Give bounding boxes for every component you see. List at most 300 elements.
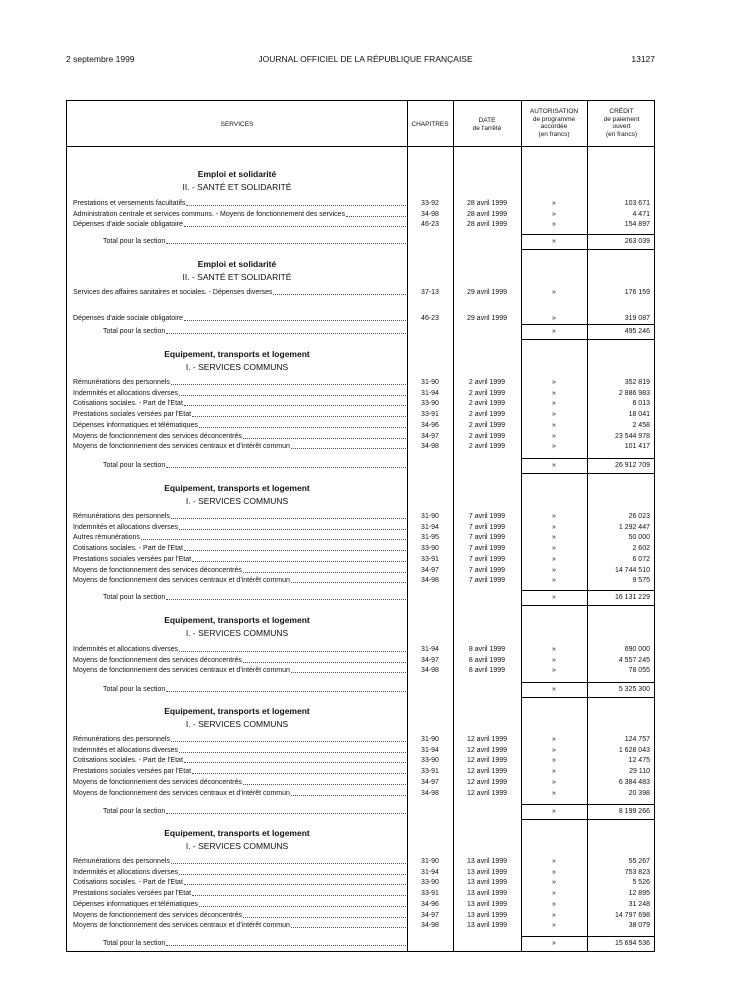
total-rule <box>521 605 654 606</box>
table-row <box>67 889 654 900</box>
total-rule <box>521 458 654 459</box>
dot-leader <box>199 421 406 428</box>
date-cell: 2 avril 1999 <box>468 411 506 419</box>
chapitre-cell: 34-97 <box>421 911 439 919</box>
credit-cell: 1 628 043 <box>618 746 650 754</box>
chapitre-cell: 34-97 <box>421 656 439 664</box>
service-label: Moyens de fonctionnement des services centraux et d'intérêt commun <box>73 443 290 451</box>
credit-cell: 690 000 <box>624 646 650 653</box>
service-label: Indemnités et allocations diverses <box>73 746 179 754</box>
table-row <box>67 868 654 879</box>
table-row <box>67 555 654 566</box>
service-label: Rémunérations des personnels <box>73 379 170 386</box>
service-cell <box>73 210 407 220</box>
service-cell <box>73 432 407 442</box>
chapitre-cell: 34-97 <box>421 778 439 786</box>
date-cell: 7 avril 1999 <box>468 566 506 574</box>
credit-cell: 101 417 <box>624 443 650 451</box>
total-label-cell <box>103 327 407 337</box>
section-subtitle: I. - SERVICES COMMUNS <box>185 362 289 372</box>
dot-leader <box>171 378 406 385</box>
chapitre-cell: 34-96 <box>421 421 439 429</box>
total-credit-cell: 495 246 <box>624 328 650 335</box>
section-title: Emploi et solidarité <box>197 259 277 269</box>
date-cell: 13 avril 1999 <box>466 900 508 908</box>
date-cell: 2 avril 1999 <box>468 443 506 451</box>
total-row <box>67 237 654 248</box>
date-cell: 13 avril 1999 <box>466 879 508 887</box>
service-label: Moyens de fonctionnement des services déconcentrés <box>73 432 242 440</box>
credit-cell: 38 079 <box>628 922 650 930</box>
service-cell <box>73 399 407 409</box>
dot-leader <box>243 911 406 918</box>
table-row <box>67 735 654 746</box>
autorisation-cell: » <box>552 890 556 898</box>
service-cell <box>73 523 407 533</box>
header-date: 2 septembre 1999 <box>66 54 135 64</box>
chapitre-cell: 31-94 <box>421 746 439 754</box>
autorisation-cell: » <box>552 577 556 585</box>
credit-cell: 20 398 <box>628 789 650 797</box>
table-row <box>67 432 654 443</box>
chapitre-cell: 34-98 <box>421 922 439 930</box>
table-row <box>67 656 654 667</box>
date-cell: 2 avril 1999 <box>468 400 506 408</box>
table-row <box>67 421 654 432</box>
credit-cell: 124 757 <box>624 736 650 743</box>
autorisation-cell: » <box>552 656 556 664</box>
dot-leader <box>291 442 406 449</box>
column-header-credit: CRÉDIT de paiement ouvert (en francs) <box>603 108 640 138</box>
credit-cell: 14 744 510 <box>614 566 650 574</box>
dot-leader <box>179 746 406 753</box>
total-rule <box>521 249 654 250</box>
service-cell <box>73 878 407 888</box>
chapitre-cell: 33-90 <box>421 757 439 765</box>
service-label: Rémunérations des personnels <box>73 736 170 743</box>
table-row <box>67 921 654 932</box>
total-rule <box>521 682 654 683</box>
total-autorisation-cell: » <box>552 808 556 815</box>
chapitre-cell: 37-13 <box>421 289 439 296</box>
date-cell: 7 avril 1999 <box>468 577 506 585</box>
dot-leader <box>166 593 406 600</box>
autorisation-cell: » <box>552 858 556 865</box>
service-label: Moyens de fonctionnement des services centraux et d'intérêt commun <box>73 789 290 797</box>
credit-cell: 103 671 <box>624 200 650 207</box>
date-cell: 2 avril 1999 <box>468 421 506 429</box>
table-row <box>67 767 654 778</box>
table-row <box>67 512 654 523</box>
date-cell: 12 avril 1999 <box>466 768 508 776</box>
date-cell: 12 avril 1999 <box>466 778 508 786</box>
autorisation-cell: » <box>552 289 556 296</box>
column-header-date: DATE de l'arrêté <box>472 117 502 132</box>
service-label: Dépenses informatiques et télématiques <box>73 900 198 908</box>
service-cell <box>73 512 407 522</box>
service-cell <box>73 778 407 788</box>
chapitre-cell: 31-90 <box>421 858 439 865</box>
autorisation-cell: » <box>552 922 556 930</box>
total-autorisation-cell: » <box>552 594 556 601</box>
section-subtitle: II. - SANTÉ ET SOLIDARITÉ <box>182 272 292 282</box>
dot-leader <box>291 576 406 583</box>
autorisation-cell: » <box>552 210 556 218</box>
credit-cell: 78 055 <box>628 667 650 675</box>
section-subtitle: I. - SERVICES COMMUNS <box>185 496 289 506</box>
chapitre-cell: 46-23 <box>421 314 439 322</box>
total-credit-cell: 263 039 <box>624 238 650 245</box>
autorisation-cell: » <box>552 432 556 440</box>
table-row <box>67 911 654 922</box>
service-label: Indemnités et allocations diverses <box>73 646 179 653</box>
service-cell <box>73 921 407 931</box>
date-cell: 13 avril 1999 <box>466 868 508 876</box>
service-label: Cotisations sociales. - Part de l'Etat <box>73 879 183 887</box>
service-label: Indemnités et allocations diverses <box>73 868 179 876</box>
service-cell <box>73 410 407 420</box>
dot-leader <box>166 807 406 814</box>
service-label: Rémunérations des personnels <box>73 513 170 520</box>
credit-cell: 29 110 <box>629 768 650 776</box>
chapitre-cell: 33-90 <box>421 545 439 553</box>
date-cell: 13 avril 1999 <box>466 911 508 919</box>
chapitre-cell: 33-91 <box>421 411 439 419</box>
date-cell: 7 avril 1999 <box>468 555 506 563</box>
dot-leader <box>243 566 406 573</box>
autorisation-cell: » <box>552 389 556 397</box>
service-cell <box>73 314 407 324</box>
service-cell <box>73 421 407 431</box>
chapitre-cell: 31-90 <box>421 379 439 386</box>
autorisation-cell: » <box>552 868 556 876</box>
chapitre-cell: 34-98 <box>421 667 439 675</box>
date-cell: 8 avril 1999 <box>468 667 506 675</box>
credit-cell: 1 292 447 <box>618 523 650 531</box>
date-cell: 29 avril 1999 <box>466 314 508 322</box>
credit-cell: 319 087 <box>624 314 650 322</box>
total-row <box>67 807 654 818</box>
date-cell: 12 avril 1999 <box>466 746 508 754</box>
total-rule <box>521 951 654 952</box>
table-row <box>67 220 654 231</box>
credit-cell: 18 041 <box>628 411 650 419</box>
autorisation-cell: » <box>552 400 556 408</box>
chapitre-cell: 34-96 <box>421 900 439 908</box>
table-row <box>67 199 654 210</box>
service-label: Prestations et versements facultatifs <box>73 200 186 207</box>
chapitre-cell: 34-98 <box>421 443 439 451</box>
total-label-cell <box>103 237 407 247</box>
dot-leader <box>171 512 406 519</box>
service-cell <box>73 566 407 576</box>
date-cell: 13 avril 1999 <box>466 858 508 865</box>
table-row <box>67 288 654 299</box>
dot-leader <box>346 210 406 217</box>
service-label: Moyens de fonctionnement des services déconcentrés <box>73 656 242 664</box>
date-cell: 12 avril 1999 <box>466 736 508 743</box>
date-cell: 28 avril 1999 <box>466 210 508 218</box>
autorisation-cell: » <box>552 736 556 743</box>
header-page-number: 13127 <box>631 54 655 64</box>
service-cell <box>73 911 407 921</box>
service-cell <box>73 868 407 878</box>
section-subtitle: I. - SERVICES COMMUNS <box>185 841 289 851</box>
chapitre-cell: 34-97 <box>421 432 439 440</box>
credit-cell: 5 526 <box>632 879 650 887</box>
total-rule <box>521 234 654 235</box>
total-label: Total pour la section <box>103 328 166 335</box>
autorisation-cell: » <box>552 513 556 520</box>
total-row <box>67 327 654 338</box>
service-label: Cotisations sociales. - Part de l'Etat <box>73 757 183 765</box>
credit-cell: 352 819 <box>624 379 650 386</box>
service-label: Indemnités et allocations diverses <box>73 523 179 531</box>
table-row <box>67 900 654 911</box>
service-label: Moyens de fonctionnement des services centraux et d'intérêt commun <box>73 577 290 585</box>
credit-cell: 12 475 <box>628 757 650 765</box>
total-autorisation-cell: » <box>552 462 556 469</box>
section-title: Equipement, transports et logement <box>164 615 310 625</box>
chapitre-cell: 33-92 <box>421 200 439 207</box>
chapitre-cell: 31-94 <box>421 868 439 876</box>
total-label-cell <box>103 685 407 695</box>
dot-leader <box>273 288 406 295</box>
total-row <box>67 939 654 950</box>
table-row <box>67 399 654 410</box>
table-row <box>67 666 654 677</box>
credit-cell: 2 458 <box>632 421 650 429</box>
section-subtitle: II. - SANTÉ ET SOLIDARITÉ <box>182 182 292 192</box>
autorisation-cell: » <box>552 667 556 675</box>
service-label: Prestations sociales versées par l'Etat <box>73 768 192 776</box>
dot-leader <box>192 410 406 417</box>
service-label: Moyens de fonctionnement des services centraux et d'intérêt commun <box>73 922 290 930</box>
service-cell <box>73 857 407 867</box>
service-cell <box>73 576 407 586</box>
dot-leader <box>166 461 406 468</box>
chapitre-cell: 34-98 <box>421 210 439 218</box>
total-rule <box>521 473 654 474</box>
chapitre-cell: 33-90 <box>421 400 439 408</box>
service-label: Dépenses d'aide sociale obligatoire <box>73 314 183 322</box>
service-cell <box>73 789 407 799</box>
dot-leader <box>199 900 406 907</box>
service-cell <box>73 288 407 298</box>
dot-leader <box>291 921 406 928</box>
credit-cell: 23 544 978 <box>614 432 650 440</box>
chapitre-cell: 31-94 <box>421 646 439 653</box>
service-label: Prestations sociales versées par l'Etat <box>73 555 192 563</box>
table-row <box>67 210 654 221</box>
credit-cell: 176 159 <box>624 289 650 296</box>
autorisation-cell: » <box>552 778 556 786</box>
service-label: Moyens de fonctionnement des services déconcentrés <box>73 911 242 919</box>
dot-leader <box>184 756 406 763</box>
service-cell <box>73 656 407 666</box>
autorisation-cell: » <box>552 545 556 553</box>
table-row <box>67 746 654 757</box>
service-label: Indemnités et allocations diverses <box>73 389 179 397</box>
autorisation-cell: » <box>552 314 556 322</box>
dot-leader <box>171 857 406 864</box>
dot-leader <box>141 533 406 540</box>
autorisation-cell: » <box>552 911 556 919</box>
service-label: Dépenses informatiques et télématiques <box>73 421 198 429</box>
chapitre-cell: 33-91 <box>421 768 439 776</box>
dot-leader <box>186 199 406 206</box>
service-cell <box>73 378 407 388</box>
service-label: Moyens de fonctionnement des services déconcentrés <box>73 778 242 786</box>
dot-leader <box>179 523 406 530</box>
table-row <box>67 645 654 656</box>
section-title: Equipement, transports et logement <box>164 706 310 716</box>
dot-leader <box>166 685 406 692</box>
table-row <box>67 378 654 389</box>
table-row <box>67 314 654 325</box>
chapitre-cell: 33-91 <box>421 555 439 563</box>
chapitre-cell: 31-90 <box>421 513 439 520</box>
dot-leader <box>192 555 406 562</box>
total-row <box>67 461 654 472</box>
autorisation-cell: » <box>552 421 556 429</box>
total-rule <box>521 697 654 698</box>
date-cell: 8 avril 1999 <box>468 646 506 653</box>
dot-leader <box>184 399 406 406</box>
credit-cell: 2 602 <box>632 545 650 553</box>
dot-leader <box>243 778 406 785</box>
dot-leader <box>184 314 406 321</box>
autorisation-cell: » <box>552 534 556 542</box>
dot-leader <box>243 432 406 439</box>
chapitre-cell: 31-95 <box>421 534 439 542</box>
column-header-services: SERVICES <box>220 121 254 128</box>
total-label-cell <box>103 593 407 603</box>
total-label-cell <box>103 939 407 949</box>
dot-leader <box>291 789 406 796</box>
date-cell: 13 avril 1999 <box>466 922 508 930</box>
service-cell <box>73 900 407 910</box>
total-autorisation-cell: » <box>552 686 556 693</box>
dot-leader <box>192 889 406 896</box>
credit-cell: 6 384 483 <box>618 778 650 786</box>
autorisation-cell: » <box>552 523 556 531</box>
credits-table <box>66 100 655 952</box>
credit-cell: 50 000 <box>628 534 650 542</box>
service-cell <box>73 389 407 399</box>
service-cell <box>73 746 407 756</box>
dot-leader <box>243 656 406 663</box>
service-label: Administration centrale et services communs. - Moyens de fonctionnement des services <box>73 210 345 218</box>
autorisation-cell: » <box>552 768 556 776</box>
total-credit-cell: 5 325 300 <box>618 686 650 693</box>
autorisation-cell: » <box>552 443 556 451</box>
total-credit-cell: 15 694 536 <box>614 940 650 947</box>
table-row <box>67 576 654 587</box>
total-label: Total pour la section <box>103 238 166 245</box>
autorisation-cell: » <box>552 746 556 754</box>
dot-leader <box>166 237 406 244</box>
dot-leader <box>166 939 406 946</box>
total-label: Total pour la section <box>103 594 166 601</box>
credit-cell: 154 897 <box>624 221 650 229</box>
dot-leader <box>192 767 406 774</box>
section-title: Equipement, transports et logement <box>164 349 310 359</box>
section-subtitle: I. - SERVICES COMMUNS <box>185 719 289 729</box>
total-rule <box>521 590 654 591</box>
dot-leader <box>179 868 406 875</box>
service-label: Prestations sociales versées par l'Etat <box>73 890 192 898</box>
chapitre-cell: 46-23 <box>421 221 439 229</box>
header-rule <box>67 146 654 147</box>
credit-cell: 4 557 245 <box>618 656 650 664</box>
dot-leader <box>184 220 406 227</box>
autorisation-cell: » <box>552 879 556 887</box>
service-cell <box>73 199 407 209</box>
credit-cell: 4 471 <box>632 210 650 218</box>
date-cell: 2 avril 1999 <box>468 379 506 386</box>
service-cell <box>73 544 407 554</box>
date-cell: 7 avril 1999 <box>468 513 506 520</box>
dot-leader <box>179 389 406 396</box>
credit-cell: 12 895 <box>628 890 650 898</box>
dot-leader <box>184 544 406 551</box>
table-row <box>67 778 654 789</box>
credit-cell: 26 023 <box>628 513 650 520</box>
table-row <box>67 878 654 889</box>
chapitre-cell: 31-94 <box>421 523 439 531</box>
total-autorisation-cell: » <box>552 940 556 947</box>
section-subtitle: I. - SERVICES COMMUNS <box>185 628 289 638</box>
table-row <box>67 523 654 534</box>
table-row <box>67 544 654 555</box>
total-credit-cell: 26 912 709 <box>614 462 650 469</box>
service-cell <box>73 666 407 676</box>
autorisation-cell: » <box>552 411 556 419</box>
autorisation-cell: » <box>552 566 556 574</box>
credit-cell: 6 013 <box>632 400 650 408</box>
table-row <box>67 389 654 400</box>
total-label: Total pour la section <box>103 462 166 469</box>
table-row <box>67 857 654 868</box>
credit-cell: 14 797 698 <box>614 911 650 919</box>
table-row <box>67 789 654 800</box>
autorisation-cell: » <box>552 789 556 797</box>
service-cell <box>73 645 407 655</box>
service-cell <box>73 220 407 230</box>
service-label: Prestations sociales versées par l'Etat <box>73 411 192 419</box>
chapitre-cell: 34-98 <box>421 789 439 797</box>
total-rule <box>521 324 654 325</box>
service-label: Rémunérations des personnels <box>73 858 170 865</box>
service-cell <box>73 767 407 777</box>
date-cell: 28 avril 1999 <box>466 200 508 207</box>
credit-cell: 753 823 <box>624 868 650 876</box>
date-cell: 7 avril 1999 <box>468 545 506 553</box>
date-cell: 28 avril 1999 <box>466 221 508 229</box>
section-title: Emploi et solidarité <box>197 169 277 179</box>
total-label-cell <box>103 807 407 817</box>
total-label: Total pour la section <box>103 686 166 693</box>
total-rule <box>521 936 654 937</box>
credit-cell: 55 267 <box>628 858 650 865</box>
total-credit-cell: 8 199 266 <box>618 808 650 815</box>
dot-leader <box>166 327 406 334</box>
section-title: Equipement, transports et logement <box>164 828 310 838</box>
chapitre-cell: 31-94 <box>421 389 439 397</box>
dot-leader <box>179 645 406 652</box>
total-credit-cell: 16 131 229 <box>614 594 650 601</box>
